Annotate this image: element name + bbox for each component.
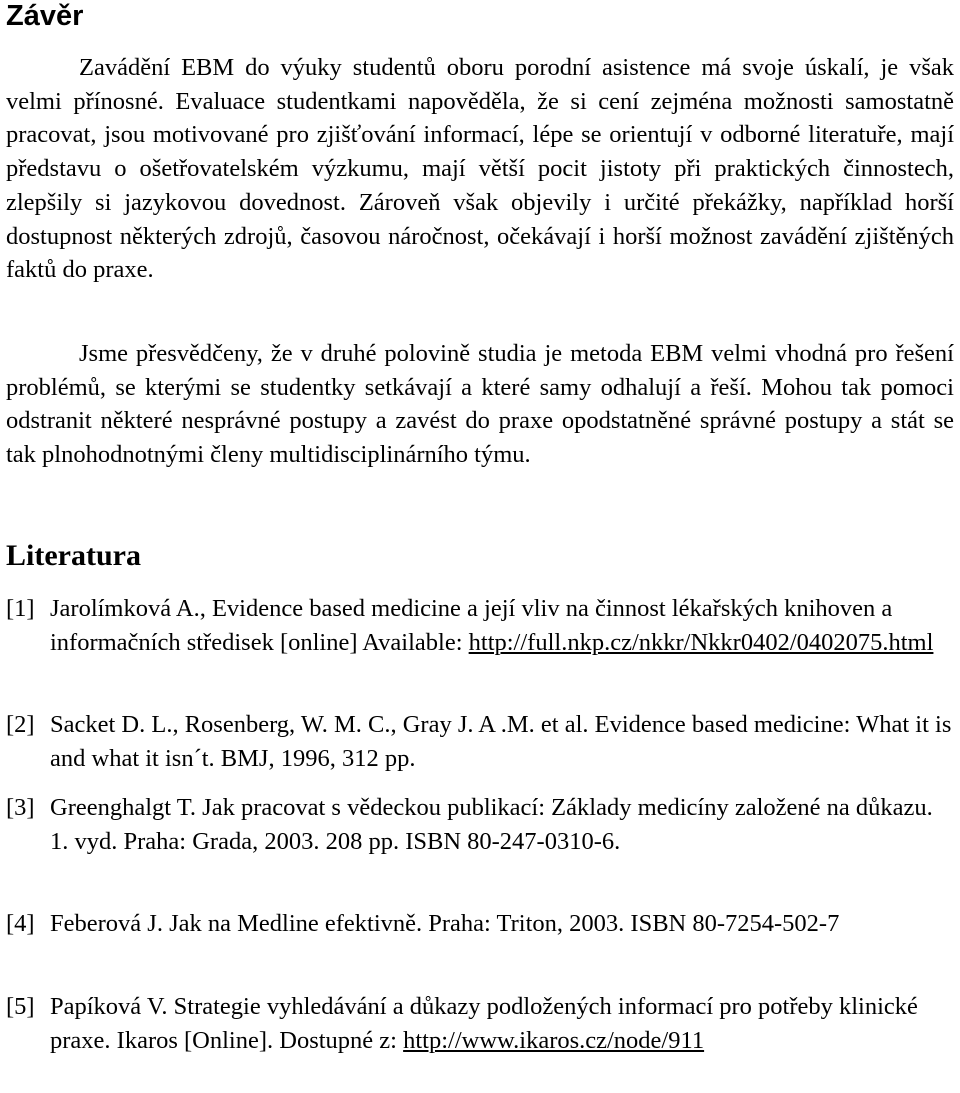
conclusion-paragraph-1: Zavádění EBM do výuky studentů oboru porodní asistence má svoje úskalí, je však velmi přínosné. Evaluace studentkami napověděla, že si cení zejména možnosti samostatně pracovat, jsou motivované pro zjišťování informací, lépe se orientují v odborné literatuře, mají představu o ošetřovatelském výzkumu, mají větší pocit jistoty při praktických činnostech, zlepšily si jazykovou dovednost. Zároveň však objevily i určité překážky, například horší dostupnost některých zdrojů, časovou náročnost, očekávají i horší možnost zavádění zjištěných faktů do praxe. (6, 54, 954, 284)
reference-text: Papíková V. Strategie vyhledávání a důkazy podložených informací pro potřeby klinické praxe. Ikaros [Online]. Dostupné z: (50, 993, 918, 1054)
reference-number: [2] (6, 711, 35, 738)
reference-text: Sacket D. L., Rosenberg, W. M. C., Gray J. A .M. et al. Evidence based medicine: What it is and what it isn´t. BMJ, 1996, 312 pp. (50, 711, 952, 772)
reference-item (6, 592, 954, 659)
conclusion-heading: Závěr (6, 0, 84, 32)
reference-number: [5] (6, 993, 35, 1020)
reference-item (6, 791, 954, 858)
reference-text: Jarolímková A., Evidence based medicine a její vliv na činnost lékařských knihoven a informačních středisek [online] Available: (50, 595, 893, 656)
reference-body (50, 791, 954, 858)
reference-item (6, 907, 954, 941)
reference-body (50, 708, 954, 775)
reference-item (6, 708, 954, 775)
reference-link[interactable]: http://full.nkp.cz/nkkr/Nkkr0402/0402075.html (468, 628, 934, 656)
reference-text: Greenghalgt T. Jak pracovat s vědeckou publikací: Základy medicíny založené na důkazu. 1. vyd. Praha: Grada, 2003. 208 pp. ISBN 80-247-0310-6. (50, 794, 933, 855)
conclusion-paragraph-2: Jsme přesvědčeny, že v druhé polovině studia je metoda EBM velmi vhodná pro řešení problémů, se kterými se studentky setkávají a které samy odhalují a řeší. Mohou tak pomoci odstranit některé nesprávné postupy a zavést do praxe opodstatněné správné postupy a stát se tak plnohodnotnými členy multidisciplinárního týmu. (6, 340, 954, 469)
reference-body (50, 907, 954, 941)
reference-link[interactable]: http://www.ikaros.cz/node/911 (403, 1026, 705, 1054)
reference-number: [1] (6, 595, 35, 622)
reference-body (50, 990, 954, 1057)
reference-number: [3] (6, 794, 35, 821)
reference-number: [4] (6, 910, 35, 937)
reference-item (6, 990, 954, 1057)
reference-body (50, 592, 954, 659)
literature-heading: Literatura (6, 539, 141, 572)
reference-text: Feberová J. Jak na Medline efektivně. Praha: Triton, 2003. ISBN 80-7254-502-7 (50, 910, 840, 937)
